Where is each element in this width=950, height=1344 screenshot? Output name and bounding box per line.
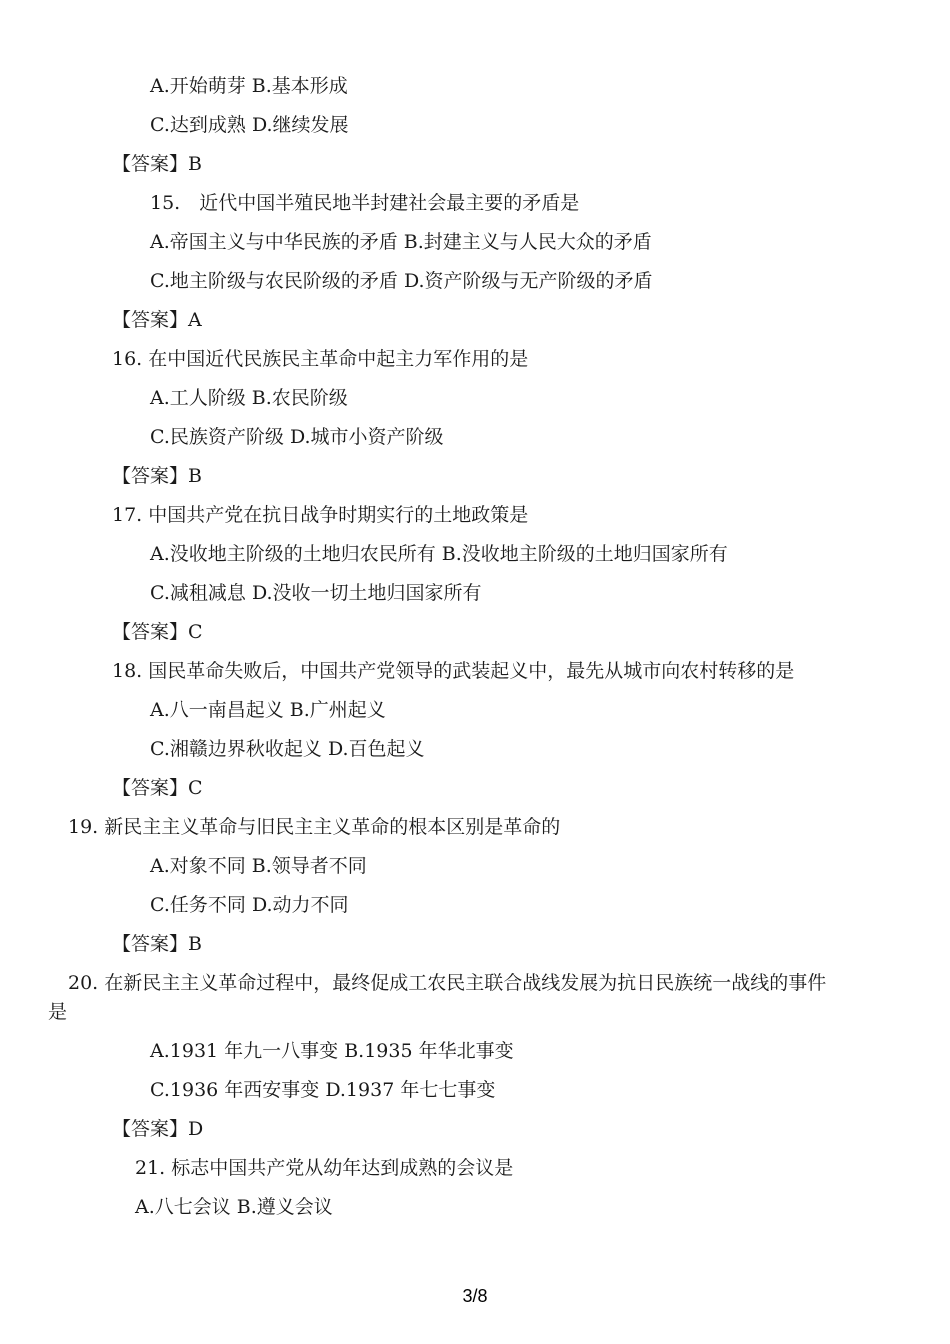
q21-options-ab: A.八七会议 B.遵义会议 bbox=[135, 1196, 333, 1218]
q21-question: 21. 标志中国共产党从幼年达到成熟的会议是 bbox=[135, 1157, 514, 1179]
q14-options-cd: C.达到成熟 D.继续发展 bbox=[150, 114, 349, 136]
q19-options-ab: A.对象不同 B.领导者不同 bbox=[150, 855, 367, 877]
q17-answer: 【答案】C bbox=[112, 621, 203, 643]
q16-answer: 【答案】B bbox=[112, 465, 202, 487]
q19-options-cd: C.任务不同 D.动力不同 bbox=[150, 894, 349, 916]
q15-options-cd: C.地主阶级与农民阶级的矛盾 D.资产阶级与无产阶级的矛盾 bbox=[150, 270, 653, 292]
q18-options-ab: A.八一南昌起义 B.广州起义 bbox=[150, 699, 386, 721]
q17-options-ab: A.没收地主阶级的土地归农民所有 B.没收地主阶级的土地归国家所有 bbox=[150, 543, 728, 565]
q17-question: 17. 中国共产党在抗日战争时期实行的土地政策是 bbox=[112, 504, 529, 526]
q20-question: 20. 在新民主主义革命过程中，最终促成工农民主联合战线发展为抗日民族统一战线的事件 bbox=[68, 972, 827, 994]
q19-answer: 【答案】B bbox=[112, 933, 202, 955]
page-number: 3/8 bbox=[462, 1286, 488, 1306]
q16-question: 16. 在中国近代民族民主革命中起主力军作用的是 bbox=[112, 348, 529, 370]
q20-options-ab: A.1931 年九一八事变 B.1935 年华北事变 bbox=[150, 1040, 514, 1062]
q16-options-cd: C.民族资产阶级 D.城市小资产阶级 bbox=[150, 426, 444, 448]
q15-answer: 【答案】A bbox=[112, 309, 202, 331]
q15-question: 15. 近代中国半殖民地半封建社会最主要的矛盾是 bbox=[150, 192, 580, 214]
q14-answer: 【答案】B bbox=[112, 153, 202, 175]
q18-answer: 【答案】C bbox=[112, 777, 203, 799]
q18-options-cd: C.湘赣边界秋收起义 D.百色起义 bbox=[150, 738, 425, 760]
q17-options-cd: C.减租减息 D.没收一切土地归国家所有 bbox=[150, 582, 482, 604]
q19-question: 19. 新民主主义革命与旧民主主义革命的根本区别是革命的 bbox=[68, 816, 561, 838]
q20-answer: 【答案】D bbox=[112, 1118, 204, 1140]
q18-question: 18. 国民革命失败后，中国共产党领导的武装起义中，最先从城市向农村转移的是 bbox=[112, 660, 795, 682]
q16-options-ab: A.工人阶级 B.农民阶级 bbox=[150, 387, 348, 409]
q20-question-continued: 是 bbox=[48, 1001, 68, 1023]
q20-options-cd: C.1936 年西安事变 D.1937 年七七事变 bbox=[150, 1079, 496, 1101]
q14-options-ab: A.开始萌芽 B.基本形成 bbox=[150, 75, 348, 97]
q15-options-ab: A.帝国主义与中华民族的矛盾 B.封建主义与人民大众的矛盾 bbox=[150, 231, 652, 253]
